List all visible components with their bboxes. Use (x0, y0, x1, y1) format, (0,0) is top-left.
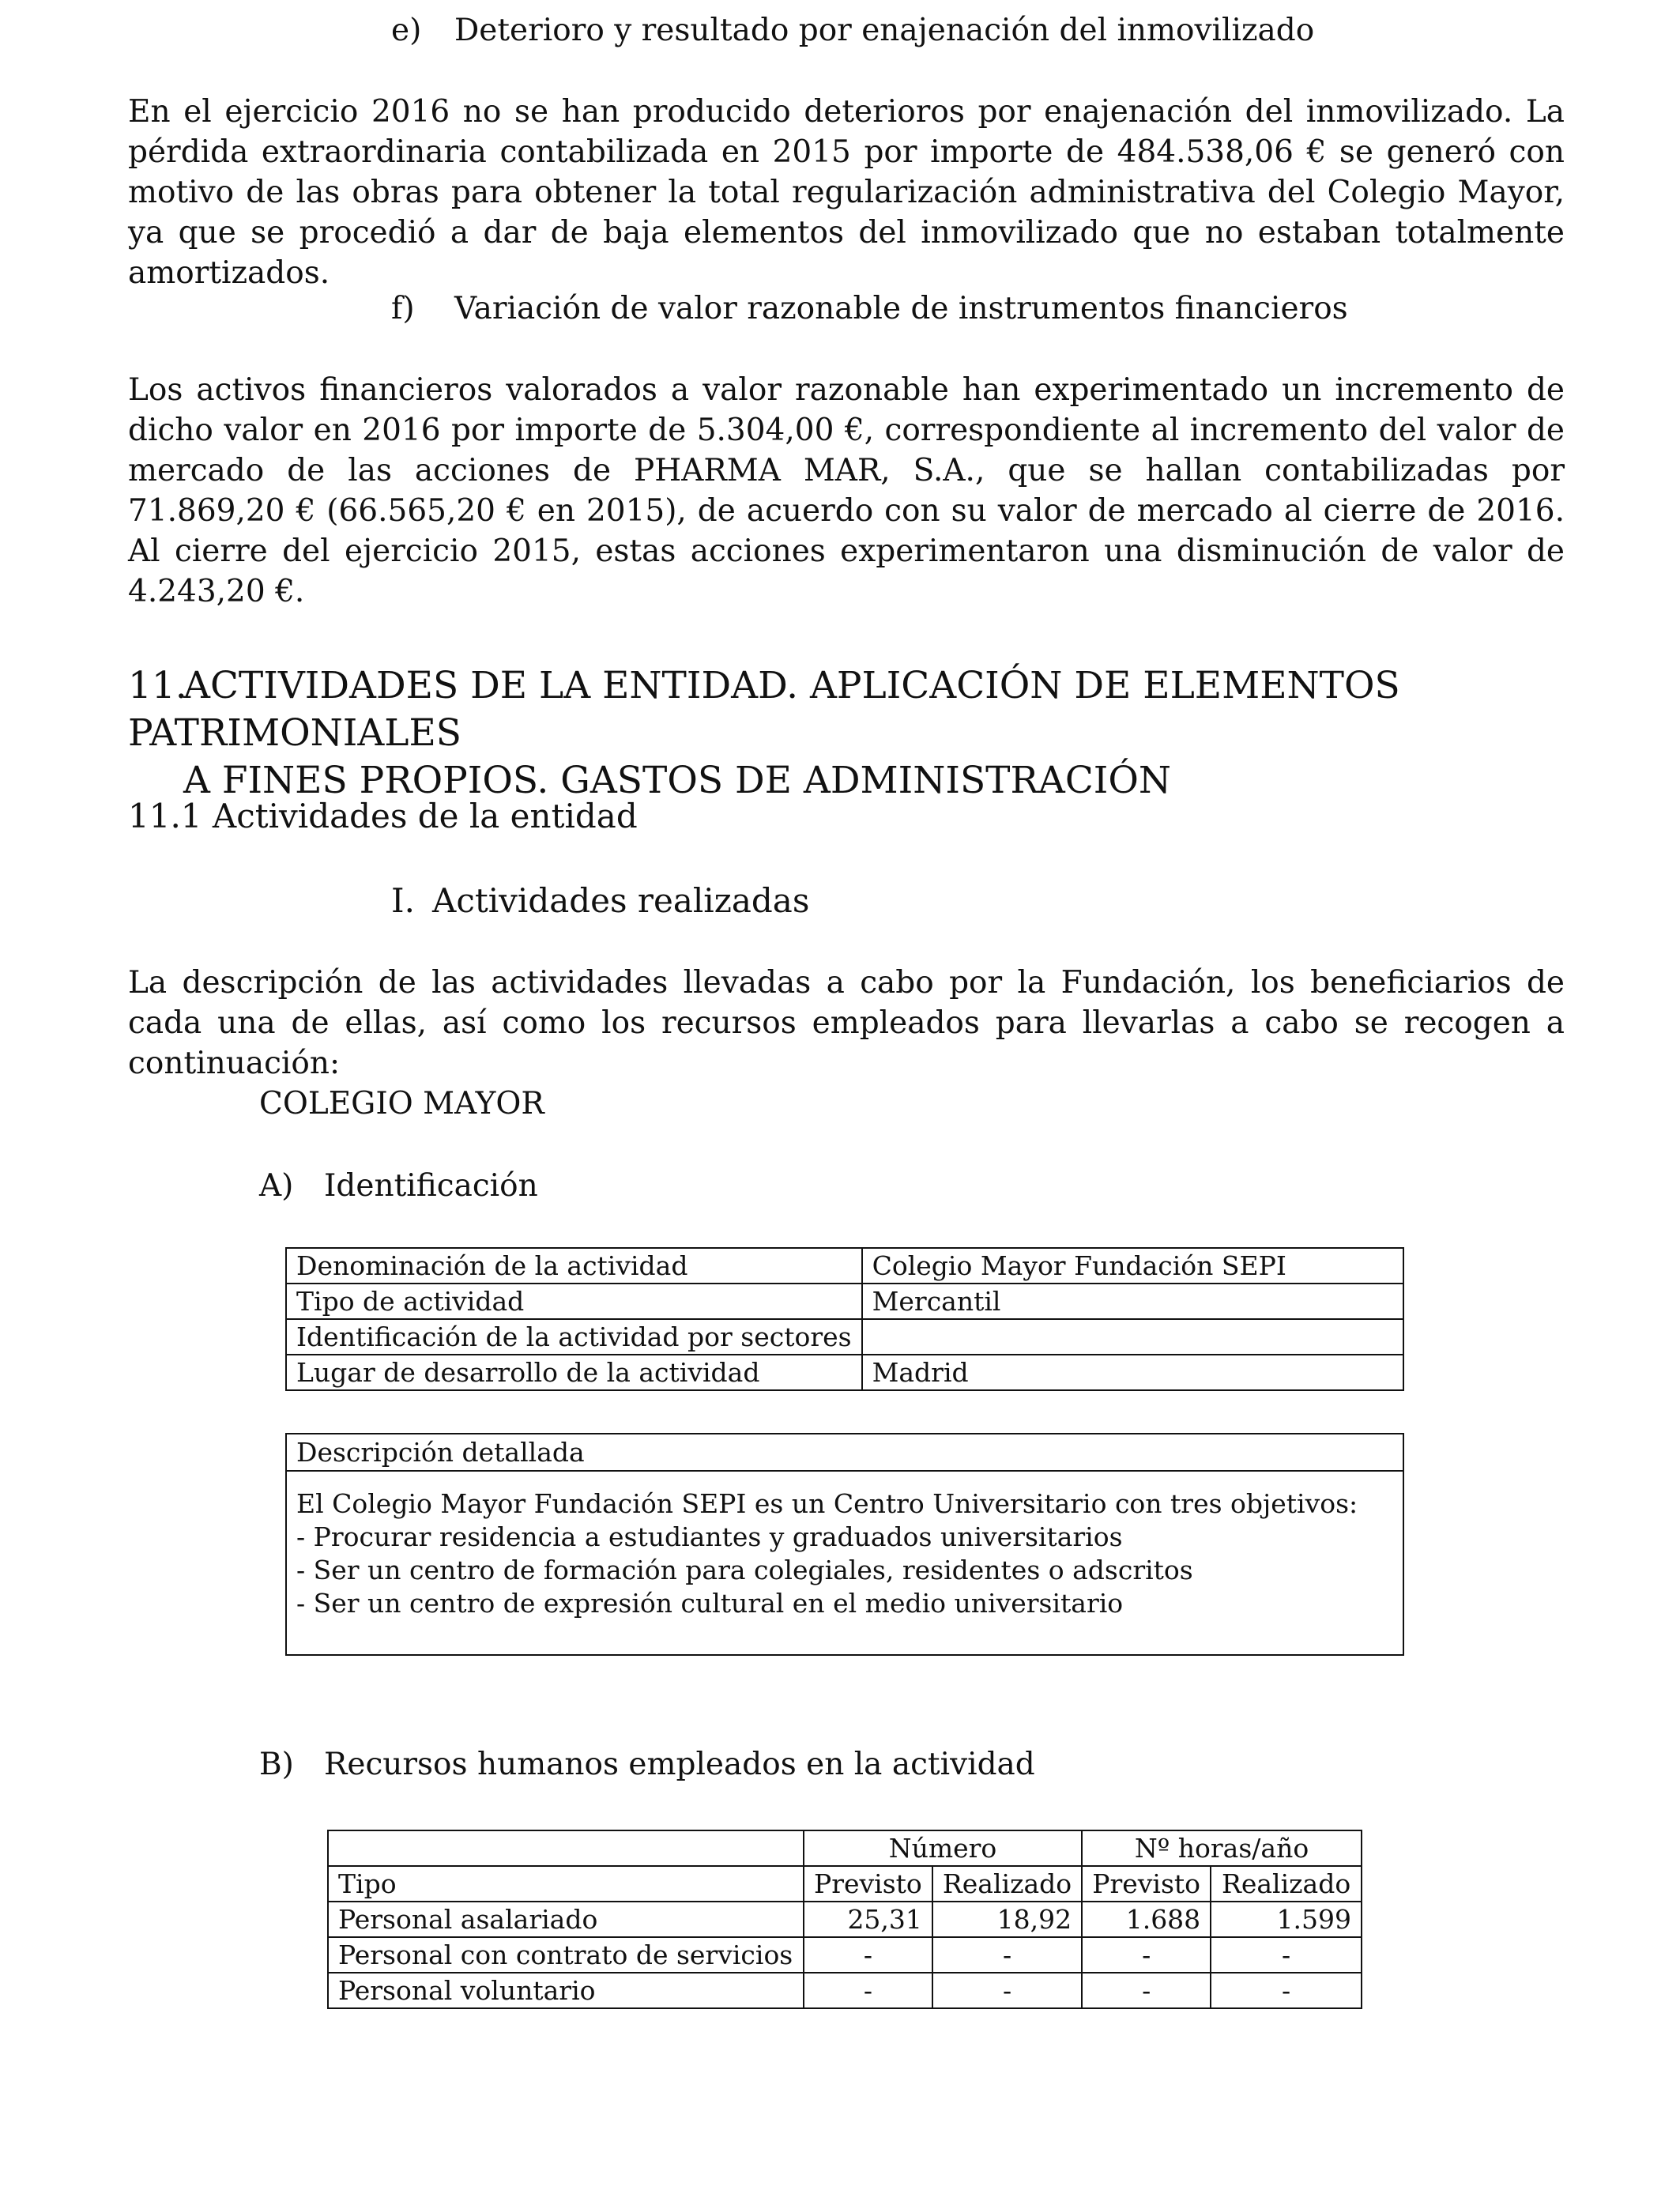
description-box (285, 1433, 1404, 1656)
table-header-row (328, 1830, 1362, 1866)
section-A-heading (259, 1167, 538, 1206)
section-B-title: Recursos humanos empleados en la actividad (324, 1747, 1035, 1782)
description-body (287, 1472, 1403, 1620)
group-header-horas: Nº horas/año (1082, 1830, 1362, 1866)
cell-value: - (1211, 1973, 1362, 2008)
section-11-1-heading: 11.1 Actividades de la entidad (128, 797, 638, 835)
section-f-heading (391, 289, 1348, 329)
column-header-tipo: Tipo (328, 1866, 804, 1902)
column-header-previsto: Previsto (1082, 1866, 1211, 1902)
table-row (328, 1973, 1362, 2008)
section-11-line1: ACTIVIDADES DE LA ENTIDAD. APLICACIÓN DE ELEMENTOS PATRIMONIALES (128, 664, 1400, 755)
table-header-row (328, 1866, 1362, 1902)
section-B-letter: B) (259, 1747, 294, 1782)
identification-value: Colegio Mayor Fundación SEPI (862, 1248, 1403, 1284)
section-B-heading (259, 1745, 1035, 1785)
section-I-title: Actividades realizadas (432, 881, 810, 920)
description-line: - Ser un centro de expresión cultural en el medio universitario (296, 1588, 1124, 1619)
cell-value: - (1082, 1973, 1211, 2008)
identification-label: Denominación de la actividad (286, 1248, 862, 1284)
column-header-realizado: Realizado (1211, 1866, 1362, 1902)
cell-value: - (804, 1973, 932, 2008)
description-line: - Ser un centro de formación para colegiales, residentes o adscritos (296, 1555, 1193, 1585)
column-header-previsto: Previsto (804, 1866, 932, 1902)
section-A-letter: A) (259, 1168, 294, 1204)
section-f-title: Variación de valor razonable de instrumentos financieros (454, 291, 1348, 326)
section-11-number: 11. (128, 664, 187, 707)
paragraph-e: En el ejercicio 2016 no se han producido deterioros por enajenación del inmovilizado. La pérdida extraordinaria contabilizada en 2015 por importe de 484.538,06 € se generó con motivo de las obras para obtener la total regularización administrativa del Colegio Mayor, ya que se procedió a dar de baja elementos del inmovilizado que no estaban totalmente amortizados. (128, 94, 1565, 291)
table-row (286, 1319, 1403, 1355)
section-11-line2: A FINES PROPIOS. GASTOS DE ADMINISTRACIÓN (183, 759, 1171, 802)
identification-value: Madrid (862, 1355, 1403, 1390)
cell-value: 1.599 (1211, 1902, 1362, 1937)
cell-value: - (932, 1937, 1082, 1973)
identification-value: Mercantil (862, 1284, 1403, 1319)
cell-value: 25,31 (804, 1902, 932, 1937)
section-e-letter: e) (391, 13, 422, 48)
column-header-realizado: Realizado (932, 1866, 1082, 1902)
description-line: El Colegio Mayor Fundación SEPI es un Centro Universitario con tres objetivos: (296, 1488, 1358, 1519)
group-header-numero: Número (804, 1830, 1082, 1866)
cell-value: 1.688 (1082, 1902, 1211, 1937)
cell-value: - (932, 1973, 1082, 2008)
table-row (328, 1937, 1362, 1973)
identification-label: Tipo de actividad (286, 1284, 862, 1319)
section-11-heading (128, 662, 1582, 805)
section-I-heading (391, 880, 809, 922)
section-e-heading (391, 11, 1314, 51)
identification-label: Identificación de la actividad por sectores (286, 1319, 862, 1355)
paragraph-intro: La descripción de las actividades llevadas a cabo por la Fundación, los beneficiarios de cada una de ellas, así como los recursos empleados para llevarlas a cabo se recogen a continuación: (128, 965, 1565, 1081)
identification-label: Lugar de desarrollo de la actividad (286, 1355, 862, 1390)
cell-value: - (1082, 1937, 1211, 1973)
section-A-title: Identificación (324, 1168, 538, 1204)
row-tipo: Personal con contrato de servicios (328, 1937, 804, 1973)
human-resources-table (327, 1830, 1362, 2009)
identification-value (862, 1319, 1403, 1355)
section-I-number: I. (391, 881, 415, 920)
cell-value: - (1211, 1937, 1362, 1973)
cell-value: - (804, 1937, 932, 1973)
table-row (286, 1284, 1403, 1319)
table-row (328, 1902, 1362, 1937)
empty-header-cell (328, 1830, 804, 1866)
section-f-letter: f) (391, 291, 415, 326)
section-e-title: Deterioro y resultado por enajenación del inmovilizado (454, 13, 1315, 48)
row-tipo: Personal voluntario (328, 1973, 804, 2008)
table-row (286, 1355, 1403, 1390)
row-tipo: Personal asalariado (328, 1902, 804, 1937)
paragraph-f: Los activos financieros valorados a valor razonable han experimentado un incremento de dicho valor en 2016 por importe de 5.304,00 €, correspondiente al incremento del valor de mercado de las acciones de PHARMA MAR, S.A., que se hallan contabilizadas por 71.869,20 € (66.565,20 € en 2015), de acuerdo con su valor de mercado al cierre de 2016. Al cierre del ejercicio 2015, estas acciones experimentaron una disminución de valor de 4.243,20 €. (128, 372, 1565, 609)
description-header: Descripción detallada (287, 1434, 1403, 1472)
description-line: - Procurar residencia a estudiantes y graduados universitarios (296, 1521, 1123, 1552)
cell-value: 18,92 (932, 1902, 1082, 1937)
identification-table (285, 1247, 1404, 1391)
activity-name: COLEGIO MAYOR (259, 1086, 544, 1122)
table-row (286, 1248, 1403, 1284)
